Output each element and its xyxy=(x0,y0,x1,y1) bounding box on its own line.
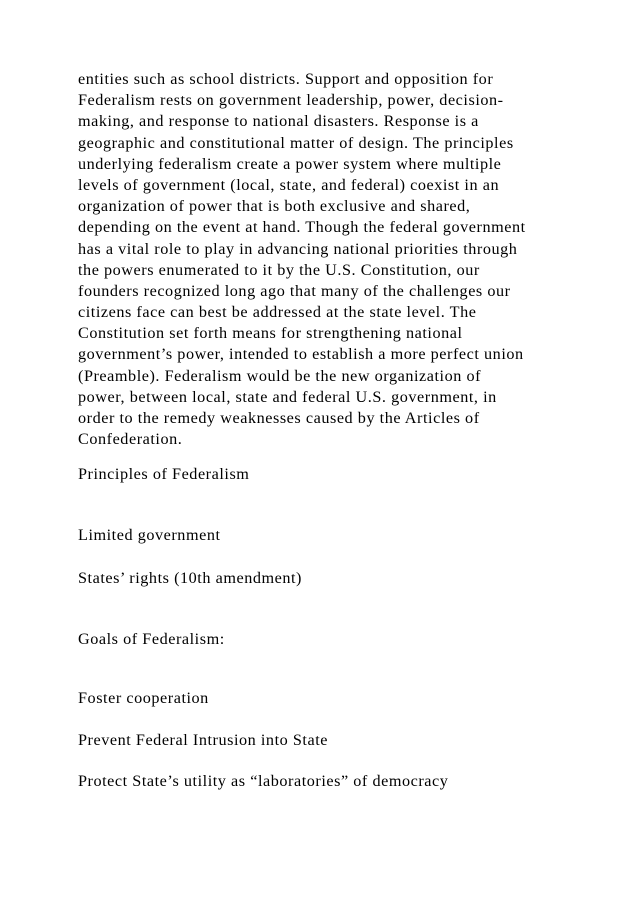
paragraph-line: Confederation. xyxy=(78,430,183,449)
paragraph-line: has a vital role to play in advancing national priorities through xyxy=(78,239,518,258)
principle-item: States’ rights (10th amendment) xyxy=(78,569,302,587)
paragraph-line: order to the remedy weaknesses caused by the Articles of xyxy=(78,409,480,427)
principle-item: Limited government xyxy=(78,526,221,544)
principles-heading: Principles of Federalism xyxy=(78,465,250,483)
paragraph-line: underlying federalism create a power system where multiple xyxy=(78,154,502,173)
goals-heading: Goals of Federalism: xyxy=(78,630,225,648)
body-paragraph xyxy=(78,69,568,450)
goal-item: Prevent Federal Intrusion into State xyxy=(78,731,328,749)
paragraph-line: citizens face can best be addressed at the state level. The xyxy=(78,303,477,322)
paragraph-line: Constitution set forth means for strengthening national xyxy=(78,324,463,343)
paragraph-line: government’s power, intended to establish a more perfect union xyxy=(78,345,524,364)
paragraph-line: (Preamble). Federalism would be the new organization of xyxy=(78,366,482,385)
paragraph-line: power, between local, state and federal U.S. government, in xyxy=(78,387,497,406)
paragraph-line: organization of power that is both exclusive and shared, xyxy=(78,197,471,216)
paragraph-line: levels of government (local, state, and federal) coexist in an xyxy=(78,175,500,194)
goal-item: Protect State’s utility as “laboratories” of democracy xyxy=(78,772,449,790)
paragraph-line: the powers enumerated to it by the U.S. Constitution, our xyxy=(78,260,480,279)
paragraph-line: depending on the event at hand. Though the federal government xyxy=(78,218,526,237)
goal-item: Foster cooperation xyxy=(78,689,209,707)
paragraph-line: Federalism rests on government leadership, power, decision- xyxy=(78,91,504,110)
paragraph-line: making, and response to national disasters. Response is a xyxy=(78,112,479,131)
paragraph-line: geographic and constitutional matter of design. The principles xyxy=(78,133,514,152)
paragraph-line: entities such as school districts. Support and opposition for xyxy=(78,70,494,88)
paragraph-line: founders recognized long ago that many of the challenges our xyxy=(78,281,511,300)
